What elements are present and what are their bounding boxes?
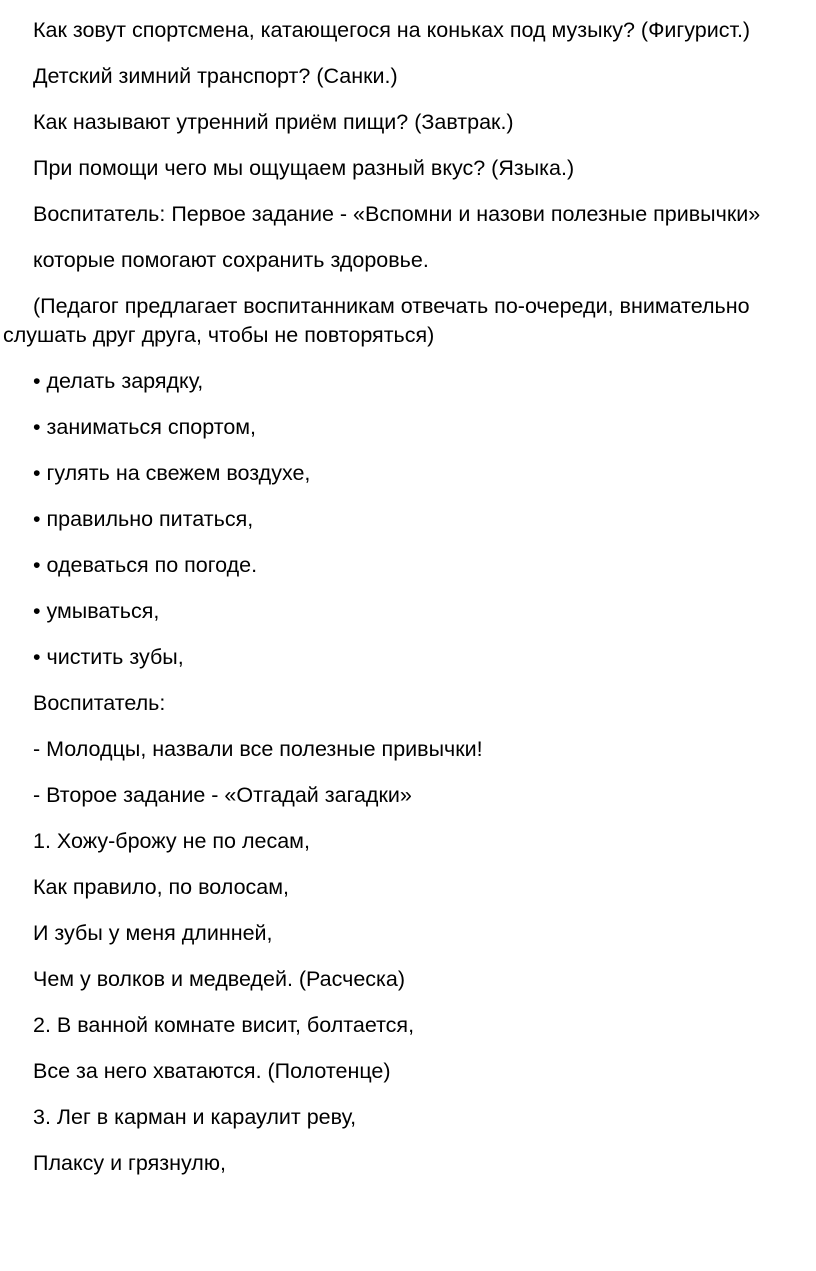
praise-line: - Молодцы, назвали все полезные привычки!: [33, 737, 483, 761]
riddle-line: 1. Хожу-брожу не по лесам,: [33, 829, 310, 853]
habit-list-item: • умываться,: [33, 599, 160, 623]
habit-list-item: • заниматься спортом,: [33, 415, 257, 439]
question-sled: Детский зимний транспорт? (Санки.): [33, 64, 398, 88]
task-two-intro: - Второе задание - «Отгадай загадки»: [33, 783, 412, 807]
habit-list-item: • гулять на свежем воздухе,: [33, 461, 311, 485]
task-one-continuation: которые помогают сохранить здоровье.: [33, 248, 429, 272]
habit-list-item: • делать зарядку,: [33, 369, 204, 393]
question-figure-skater: Как зовут спортсмена, катающегося на коньках под музыку? (Фигурист.): [33, 18, 751, 42]
habit-list-item: • правильно питаться,: [33, 507, 254, 531]
riddle-line: Все за него хватаются. (Полотенце): [33, 1059, 391, 1083]
riddle-line: И зубы у меня длинней,: [33, 921, 273, 945]
riddle-line: Чем у волков и медведей. (Расческа): [33, 967, 406, 991]
habit-list-item: • одеваться по погоде.: [33, 553, 258, 577]
question-breakfast: Как называют утренний приём пищи? (Завтрак.): [33, 110, 514, 134]
riddle-line: Как правило, по волосам,: [33, 875, 289, 899]
question-tongue: При помощи чего мы ощущаем разный вкус? (Языка.): [33, 156, 575, 180]
habit-list-item: • чистить зубы,: [33, 645, 184, 669]
teacher-instruction: (Педагог предлагает воспитанникам отвечать по-очереди, внимательно слушать друг друга, чтобы не повторяться): [3, 294, 750, 347]
riddle-line: Плаксу и грязнулю,: [33, 1151, 226, 1175]
teacher-label: Воспитатель:: [33, 691, 166, 715]
riddle-line: 3. Лег в карман и караулит реву,: [33, 1105, 357, 1129]
task-one-intro: Воспитатель: Первое задание - «Вспомни и назови полезные привычки»: [33, 202, 761, 226]
riddle-line: 2. В ванной комнате висит, болтается,: [33, 1013, 415, 1037]
